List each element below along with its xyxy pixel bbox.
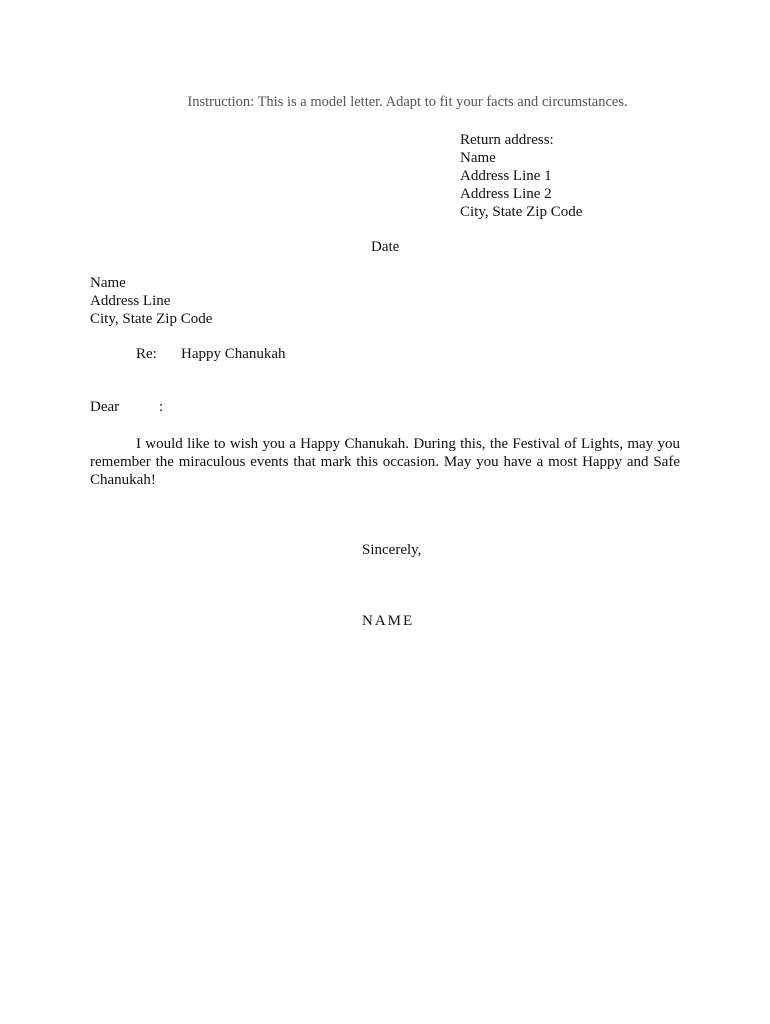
return-address-heading: Return address: [460, 132, 554, 148]
return-address-block [460, 131, 582, 221]
return-address-name: Name [460, 150, 496, 166]
salutation: Dear [90, 399, 120, 415]
return-address-line-1: Address Line 1 [460, 168, 552, 184]
closing: Sincerely, [362, 542, 422, 558]
instruction-note: Instruction: This is a model letter. Adapt to fit your facts and circumstances. [187, 94, 628, 110]
return-address-city-state-zip: City, State Zip Code [460, 204, 583, 220]
recipient-address-line: Address Line [90, 293, 171, 309]
salutation-colon: : [159, 399, 164, 415]
re-subject: Happy Chanukah [181, 346, 286, 362]
signature-name: NAME [362, 613, 415, 629]
recipient-city-state-zip: City, State Zip Code [90, 311, 213, 327]
re-label: Re: [136, 346, 157, 362]
recipient-name: Name [90, 275, 126, 291]
letter-body: I would like to wish you a Happy Chanukah. During this, the Festival of Lights, may you remember the miraculous events that mark this occasion. May you have a most Happy and Safe Chanukah! [90, 436, 680, 488]
recipient-address-block [90, 274, 212, 328]
return-address-line-2: Address Line 2 [460, 186, 552, 202]
letter-date: Date [371, 239, 400, 255]
